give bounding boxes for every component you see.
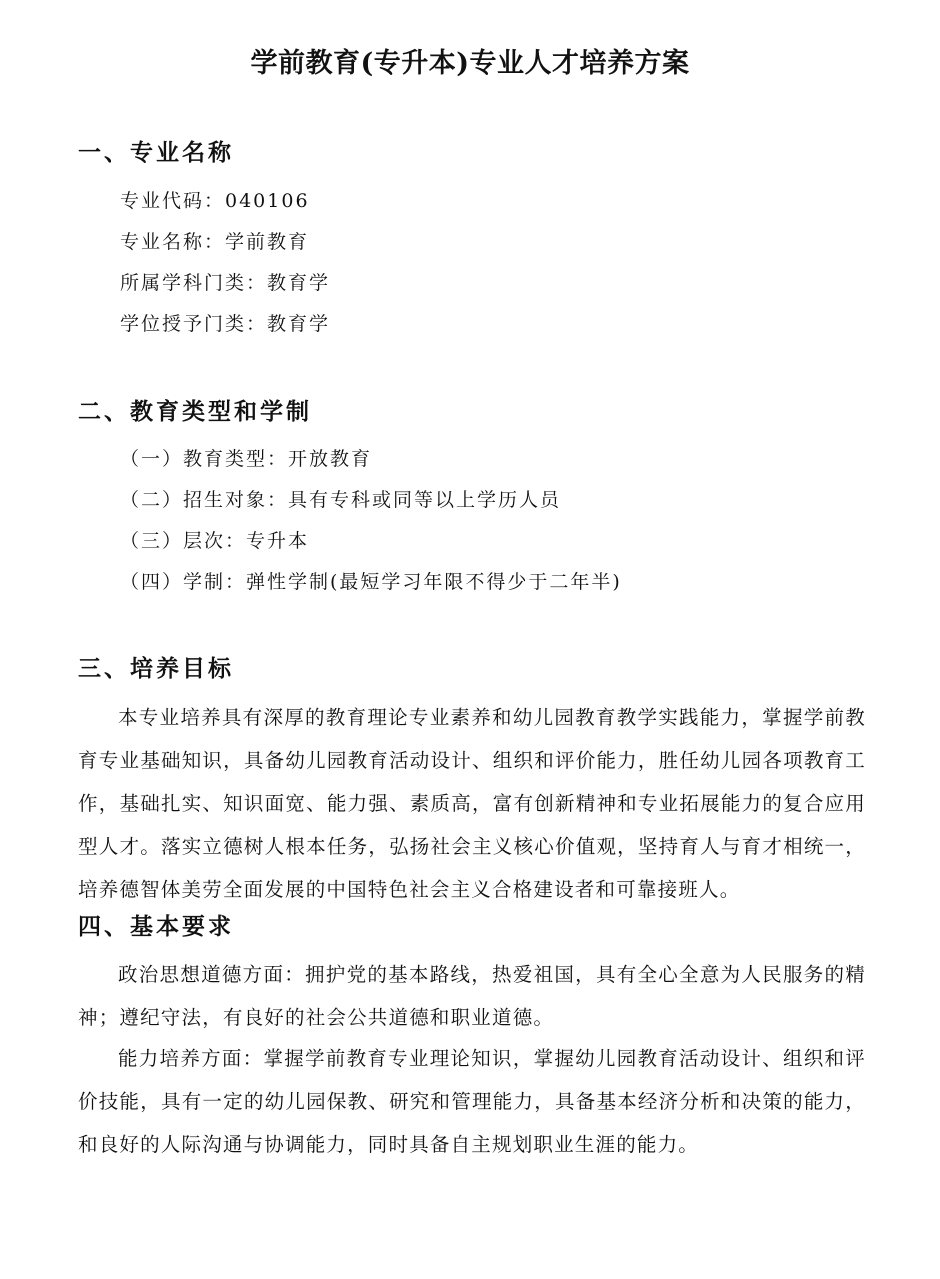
requirement-paragraph-ability: 能力培养方面：掌握学前教育专业理论知识，掌握幼儿园教育活动设计、组织和评价技能，具有一定的幼儿园保教、研究和管理能力，具备基本经济分析和决策的能力，和良好的人际沟通与协调能力，同时具备自主规划职业生涯的能力。 xyxy=(78,1047,866,1156)
requirement-paragraph-political: 政治思想道德方面：拥护党的基本路线，热爱祖国，具有全心全意为人民服务的精神；遵纪守法，有良好的社会公共道德和职业道德。 xyxy=(78,963,866,1029)
field-enrollment-target: （二）招生对象：具有专科或同等以上学历人员 xyxy=(120,489,562,511)
section-heading-major-name: 一、专业名称 xyxy=(78,139,234,166)
section-heading-training-objective: 三、培养目标 xyxy=(78,655,234,682)
section-heading-education-type: 二、教育类型和学制 xyxy=(78,398,312,425)
field-level: （三）层次：专升本 xyxy=(120,530,310,552)
field-major-code: 专业代码：040106 xyxy=(120,190,310,212)
field-discipline-category: 所属学科门类：教育学 xyxy=(120,272,331,294)
field-education-type: （一）教育类型：开放教育 xyxy=(120,448,373,470)
section-heading-basic-requirements: 四、基本要求 xyxy=(78,913,234,940)
field-major-name: 专业名称：学前教育 xyxy=(120,231,310,253)
field-degree-category: 学位授予门类：教育学 xyxy=(120,313,331,335)
document-title: 学前教育(专升本)专业人才培养方案 xyxy=(250,48,690,79)
training-objective-paragraph: 本专业培养具有深厚的教育理论专业素养和幼儿园教育教学实践能力，掌握学前教育专业基础知识，具备幼儿园教育活动设计、组织和评价能力，胜任幼儿园各项教育工作，基础扎实、知识面宽、能力强、素质高，富有创新精神和专业拓展能力的复合应用型人才。落实立德树人根本任务，弘扬社会主义核心价值观，坚持育人与育才相统一，培养德智体美劳全面发展的中国特色社会主义合格建设者和可靠接班人。 xyxy=(78,706,866,901)
field-study-system: （四）学制：弹性学制(最短学习年限不得少于二年半) xyxy=(120,571,622,593)
